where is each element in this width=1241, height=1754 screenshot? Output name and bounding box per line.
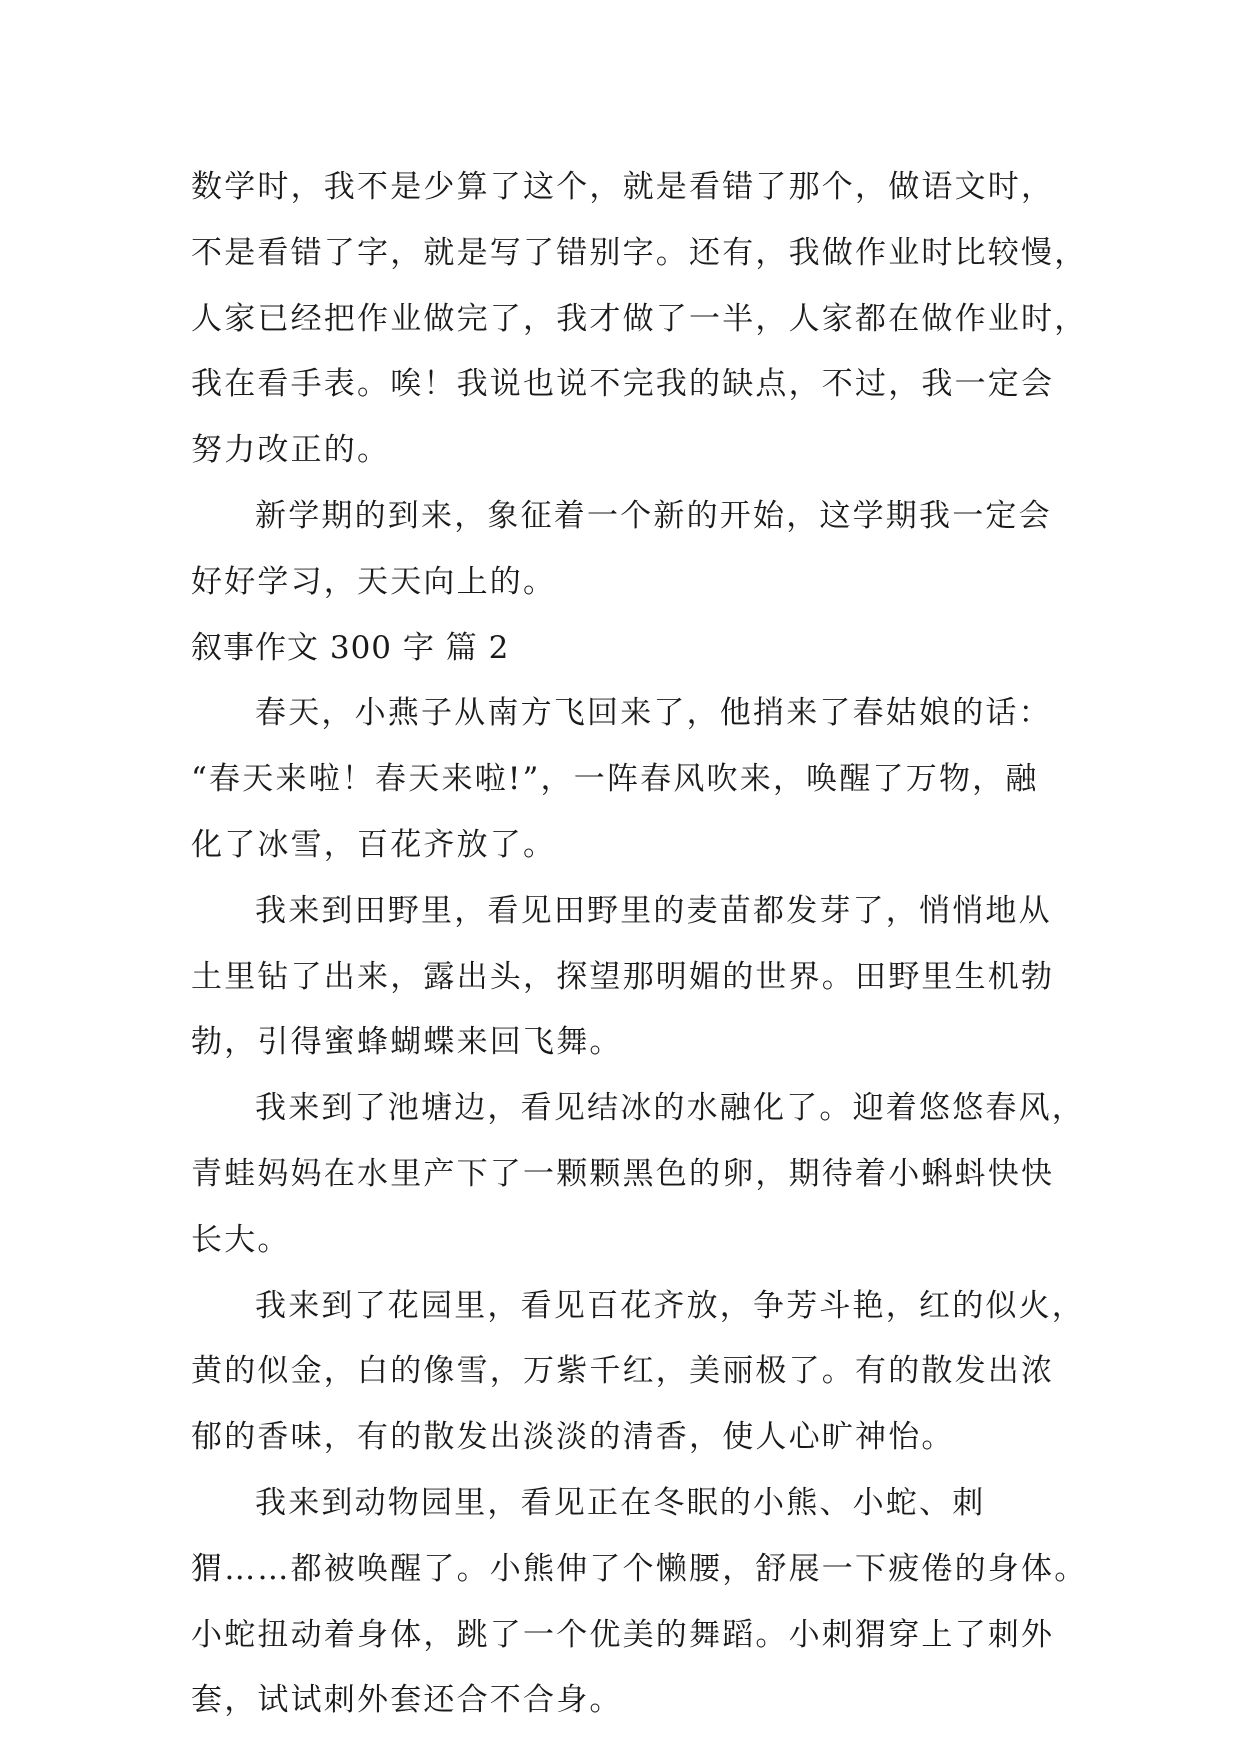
text-line: 我来到动物园里，看见正在冬眠的小熊、小蛇、刺: [255, 1484, 986, 1521]
text-line: 我来到了花园里，看见百花齐放，争芳斗艳，红的似火，: [255, 1287, 1085, 1324]
text-line: 土里钻了出来，露出头，探望那明媚的世界。田野里生机勃: [191, 958, 1055, 995]
text-line: 勃，引得蜜蜂蝴蝶来回飞舞。: [191, 1024, 623, 1061]
document-body: [191, 155, 1088, 1734]
text-line: 猬……都被唤醒了。小熊伸了个懒腰，舒展一下疲倦的身体。: [191, 1550, 1088, 1587]
text-line: 我来到田野里，看见田野里的麦苗都发芽了，悄悄地从: [255, 892, 1052, 929]
text-line: 好好学习，天天向上的。: [191, 563, 557, 600]
text-line: 新学期的到来，象征着一个新的开始，这学期我一定会: [255, 497, 1052, 534]
text-line: 春天，小燕子从南方飞回来了，他捎来了春姑娘的话：: [255, 695, 1052, 732]
text-line: 不是看错了字，就是写了错别字。还有，我做作业时比较慢，: [191, 234, 1088, 271]
text-line: 人家已经把作业做完了，我才做了一半，人家都在做作业时，: [191, 300, 1088, 337]
text-line: 努力改正的。: [191, 432, 391, 469]
text-line: 长大。: [191, 1221, 291, 1258]
text-line: 郁的香味，有的散发出淡淡的清香，使人心旷神怡。: [191, 1419, 955, 1456]
text-line: 青蛙妈妈在水里产下了一颗颗黑色的卵，期待着小蝌蚪快快: [191, 1155, 1055, 1192]
text-line: 小蛇扭动着身体，跳了一个优美的舞蹈。小刺猬穿上了刺外: [191, 1616, 1055, 1653]
text-line: 化了冰雪，百花齐放了。: [191, 826, 557, 863]
text-line: 黄的似金，白的像雪，万紫千红，美丽极了。有的散发出浓: [191, 1353, 1055, 1390]
text-line: 我来到了池塘边，看见结冰的水融化了。迎着悠悠春风，: [255, 1090, 1085, 1127]
text-line: 我在看手表。唉！我说也说不完我的缺点，不过，我一定会: [191, 366, 1055, 403]
section-heading: 叙事作文 300 字 篇 2: [191, 629, 510, 666]
text-line: 数学时，我不是少算了这个，就是看错了那个，做语文时，: [191, 169, 1055, 205]
text-line: “春天来啦！春天来啦!”，一阵春风吹来，唤醒了万物，融: [191, 761, 1039, 798]
text-line: 套，试试刺外套还合不合身。: [191, 1682, 623, 1719]
